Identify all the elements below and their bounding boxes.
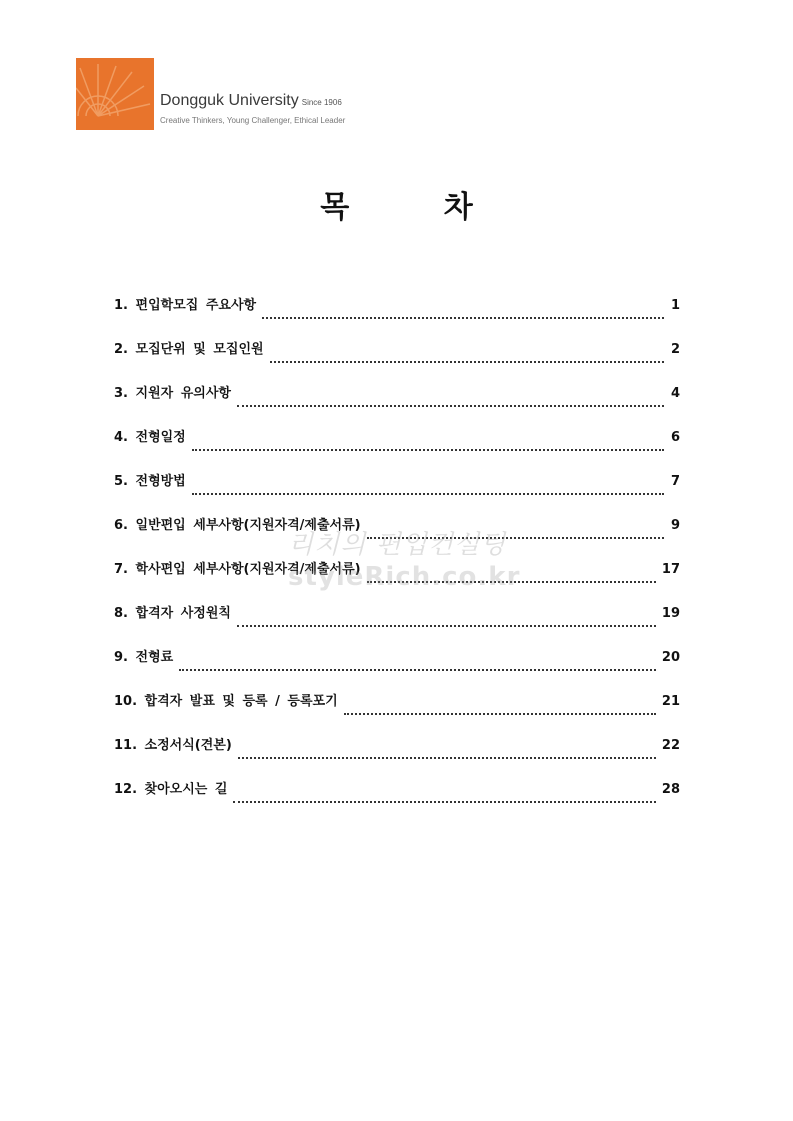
toc-item[interactable]	[114, 470, 680, 514]
toc-item-label: 7. 학사편입 세부사항(지원자격/제출서류)	[114, 562, 361, 577]
toc-item-page: 7	[670, 474, 680, 489]
toc-item-page: 17	[661, 562, 680, 577]
dot-leader	[238, 756, 656, 759]
university-name: Dongguk University Since 1906	[160, 92, 342, 109]
toc-item[interactable]	[114, 426, 680, 470]
dot-leader	[233, 800, 655, 803]
dot-leader	[179, 668, 656, 671]
toc-item-label: 11. 소정서식(견본)	[114, 738, 232, 753]
toc-item-label: 8. 합격자 사정원칙	[114, 606, 231, 621]
toc-item-label: 4. 전형일정	[114, 430, 186, 445]
page-title: 목 차	[320, 190, 515, 225]
table-of-contents	[114, 294, 680, 822]
university-logo	[76, 58, 366, 130]
university-tagline: Creative Thinkers, Young Challenger, Ethical Leader	[160, 116, 346, 125]
toc-item-label: 6. 일반편입 세부사항(지원자격/제출서류)	[114, 518, 361, 533]
dot-leader	[237, 624, 656, 627]
toc-item-label: 1. 편입학모집 주요사항	[114, 298, 257, 313]
dot-leader	[344, 712, 656, 715]
toc-item-page: 4	[670, 386, 680, 401]
watermark-text-korean: 리치의 편입컨설팅	[288, 530, 507, 560]
watermark-text-url: styleRich.co.kr	[288, 562, 521, 592]
dot-leader	[192, 492, 664, 495]
toc-item[interactable]	[114, 690, 680, 734]
toc-item-page: 21	[661, 694, 680, 709]
toc-item-label: 2. 모집단위 및 모집인원	[114, 342, 264, 357]
toc-item-page: 20	[661, 650, 680, 665]
toc-item-page: 28	[661, 782, 680, 797]
dot-leader	[262, 316, 664, 319]
toc-item-label: 5. 전형방법	[114, 474, 186, 489]
toc-item[interactable]	[114, 646, 680, 690]
toc-item[interactable]	[114, 294, 680, 338]
toc-item[interactable]	[114, 514, 680, 558]
toc-item[interactable]	[114, 558, 680, 602]
toc-item-page: 6	[670, 430, 680, 445]
toc-item[interactable]	[114, 778, 680, 822]
toc-item-label: 12. 찾아오시는 길	[114, 782, 228, 797]
dot-leader	[237, 404, 664, 407]
toc-item[interactable]	[114, 338, 680, 382]
toc-item[interactable]	[114, 734, 680, 778]
toc-item-page: 1	[670, 298, 680, 313]
toc-item-label: 9. 전형료	[114, 650, 174, 665]
toc-item-page: 9	[670, 518, 680, 533]
sunburst-logo-icon	[76, 58, 154, 130]
dot-leader	[270, 360, 664, 363]
toc-item-page: 19	[661, 606, 680, 621]
dot-leader	[367, 536, 664, 539]
toc-item-label: 10. 합격자 발표 및 등록 / 등록포기	[114, 694, 338, 709]
dot-leader	[192, 448, 664, 451]
toc-item[interactable]	[114, 602, 680, 646]
dot-leader	[367, 580, 656, 583]
toc-item-page: 22	[661, 738, 680, 753]
toc-item-page: 2	[670, 342, 680, 357]
toc-item-label: 3. 지원자 유의사항	[114, 386, 231, 401]
since-year: Since 1906	[301, 98, 342, 107]
toc-item[interactable]	[114, 382, 680, 426]
